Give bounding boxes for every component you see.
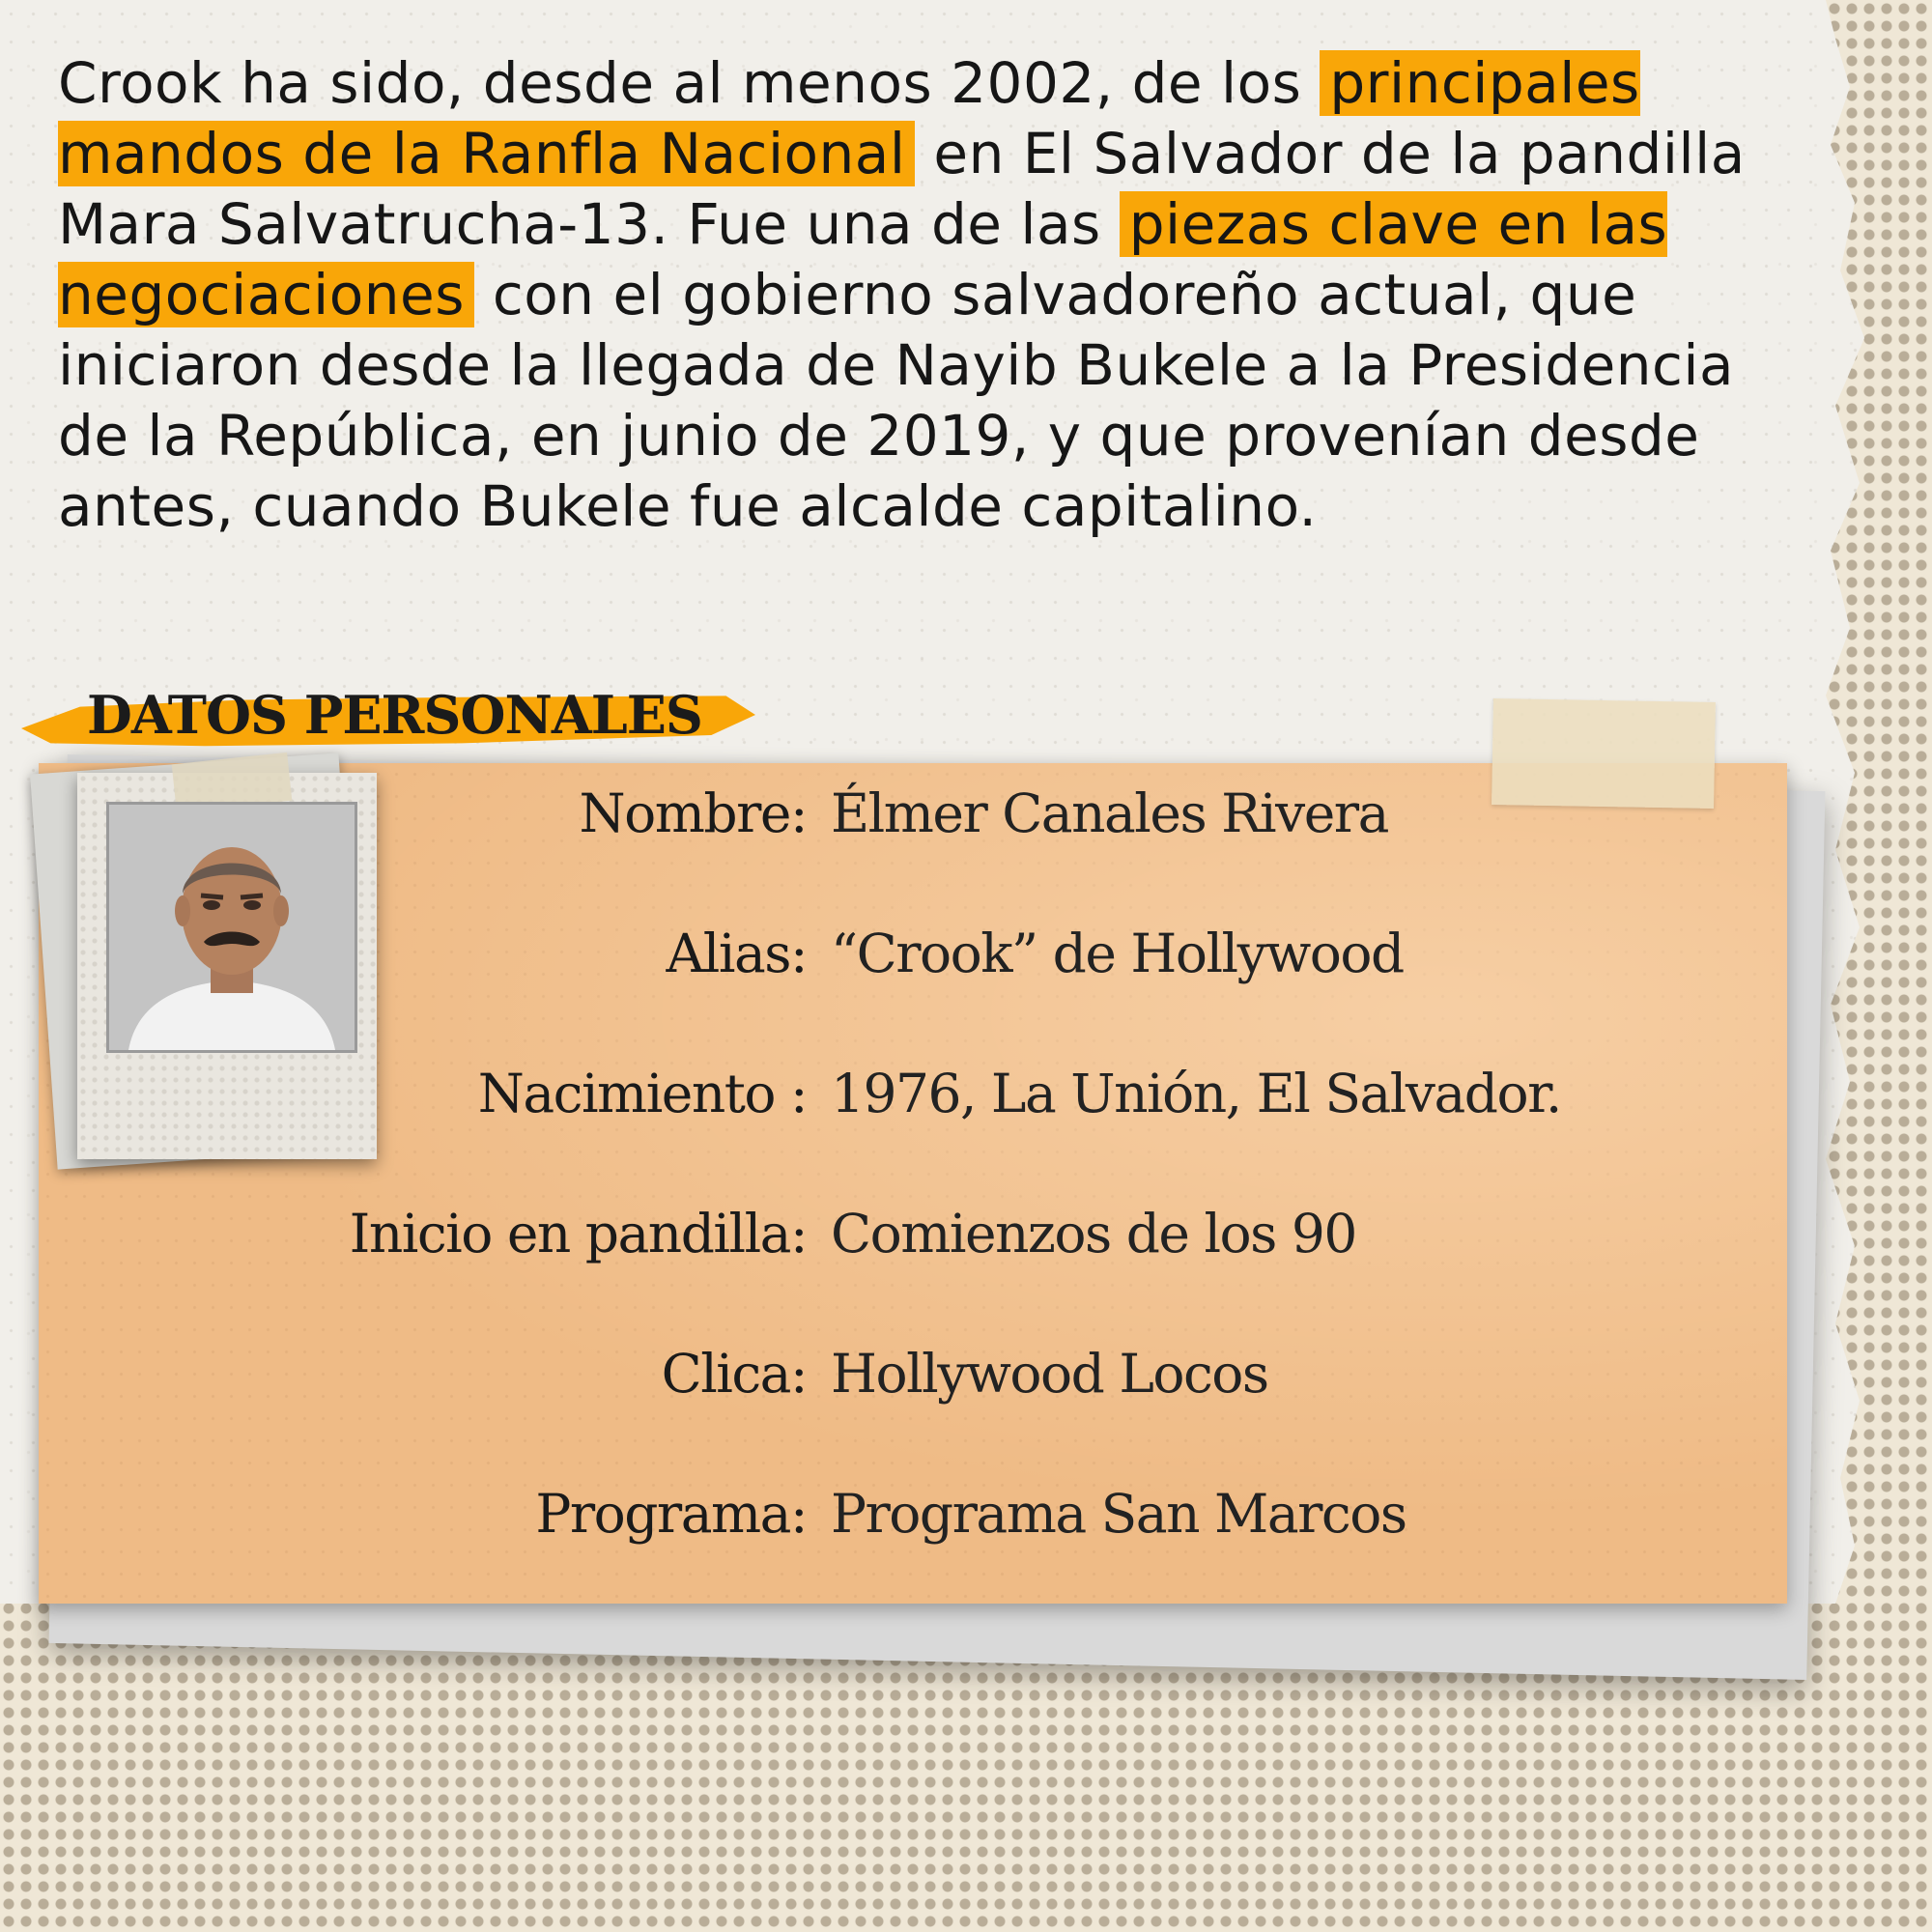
record-row-nombre xyxy=(0,782,1932,860)
record-label: Programa: xyxy=(535,1483,807,1545)
record-value: 1976, La Unión, El Salvador. xyxy=(831,1063,1561,1124)
record-value: “Crook” de Hollywood xyxy=(831,923,1404,984)
record-label: Inicio en pandilla: xyxy=(349,1203,807,1264)
record-label: Alias: xyxy=(666,923,807,984)
record-value: Élmer Canales Rivera xyxy=(831,782,1388,844)
intro-text-1: Crook ha sido, desde al menos 2002, de los xyxy=(58,50,1321,116)
section-title: DATOS PERSONALES xyxy=(87,684,702,746)
record-row-programa xyxy=(0,1483,1932,1560)
record-value: Hollywood Locos xyxy=(831,1343,1268,1405)
intro-paragraph xyxy=(58,48,1777,542)
record-row-nacimiento xyxy=(0,1063,1932,1140)
intro-text-3: con el gobierno salvadoreño actual, que iniciaron desde la llegada de Nayib Bukele a la Presidencia de la República, en junio de 2019, y que provenían desde antes, cuando Bukele fue alcalde capitalino. xyxy=(58,262,1735,539)
record-row-inicio xyxy=(0,1203,1932,1280)
intro-text-2: en El Salvador de la pandilla Mara Salvatrucha-13. Fue una de las xyxy=(58,121,1746,257)
record-value: Programa San Marcos xyxy=(831,1483,1406,1545)
record-label: Nombre: xyxy=(579,782,807,844)
record-label: Clica: xyxy=(661,1343,807,1405)
record-row-alias xyxy=(0,923,1932,1000)
intro-highlight-1: principales mandos de la Ranfla Nacional xyxy=(58,50,1640,186)
intro-highlight-2: piezas clave en las negociaciones xyxy=(58,191,1668,327)
record-value: Comienzos de los 90 xyxy=(831,1203,1356,1264)
record-row-clica xyxy=(0,1343,1932,1420)
record-label: Nacimiento : xyxy=(477,1063,807,1124)
